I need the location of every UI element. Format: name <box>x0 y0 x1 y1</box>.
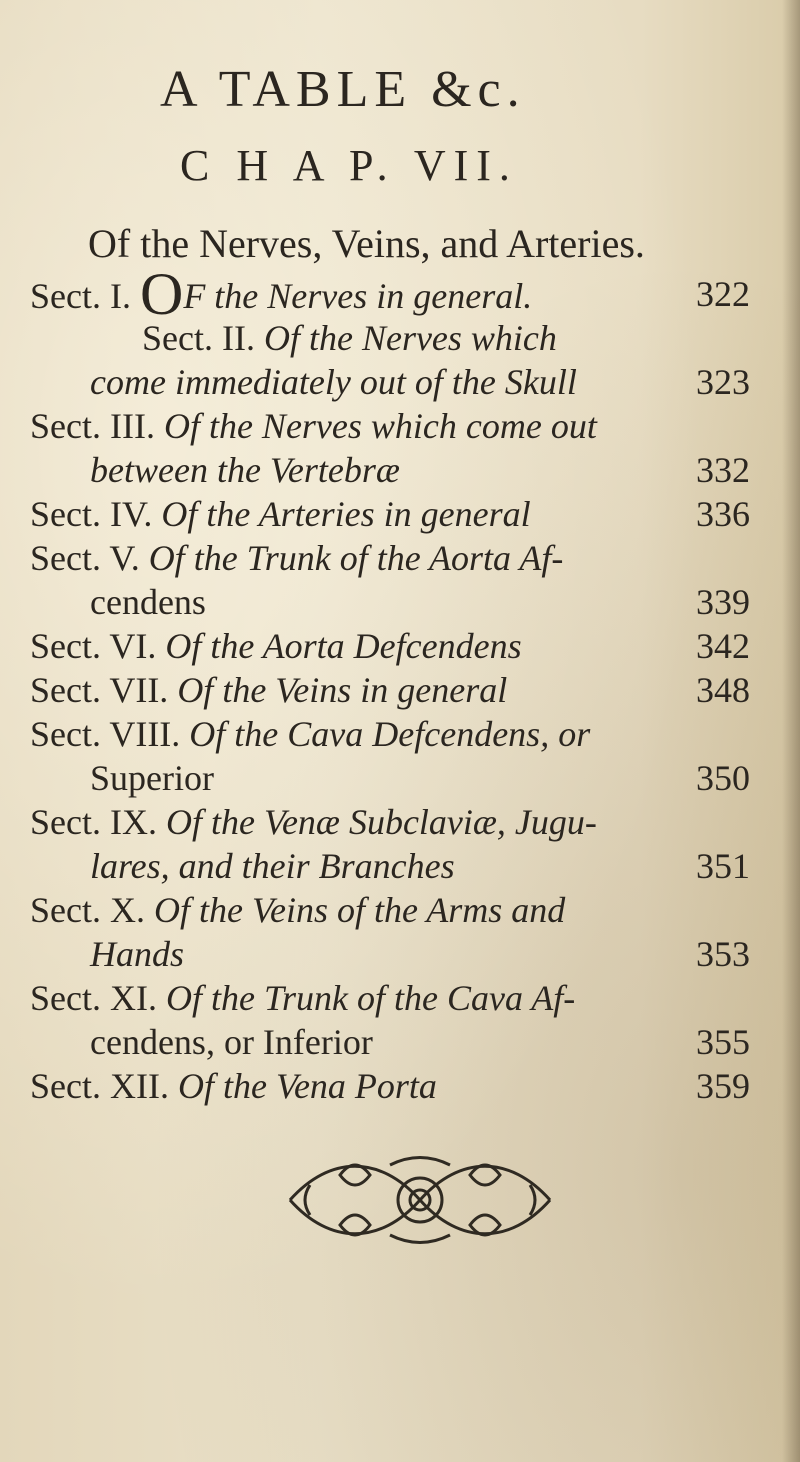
toc-line <box>30 800 790 844</box>
toc-entry[interactable] <box>30 668 790 712</box>
page-number: 342 <box>696 626 750 666</box>
section-number: Sect. VII. <box>30 670 169 710</box>
toc-line <box>30 1020 790 1064</box>
section-title: Of the Venæ Subclaviæ, Jugu- <box>165 802 597 842</box>
page-number: 322 <box>696 274 750 314</box>
page-number: 332 <box>696 450 750 490</box>
toc-line <box>30 932 790 976</box>
page-number: 348 <box>696 670 750 710</box>
section-title: Of the Nerves which <box>263 318 557 358</box>
chapter-subtitle: Of the Nerves, Veins, and Arteries. <box>88 221 645 266</box>
section-number: Sect. VIII. <box>30 714 181 754</box>
section-title-continued: Superior <box>90 758 214 798</box>
section-number: Sect. X. <box>30 890 145 930</box>
floral-tailpiece-icon <box>270 1145 570 1255</box>
toc-line <box>30 536 790 580</box>
toc-entry[interactable] <box>30 316 790 404</box>
section-title-continued: cendens, or Inferior <box>90 1022 373 1062</box>
section-number: Sect. V. <box>30 538 140 578</box>
toc-entry[interactable] <box>30 800 790 888</box>
section-title: Of the Nerves which come out <box>163 406 597 446</box>
toc-line <box>30 712 790 756</box>
toc-entry[interactable] <box>30 976 790 1064</box>
drop-cap: O <box>139 261 184 327</box>
running-title: A TABLE &c. <box>160 61 526 118</box>
toc-entry[interactable] <box>30 888 790 976</box>
toc-line <box>30 580 790 624</box>
toc-line <box>30 448 790 492</box>
section-number: Sect. VI. <box>30 626 157 666</box>
page-number: 351 <box>696 846 750 886</box>
section-title: Of the Arteries in general <box>161 494 531 534</box>
page-number: 350 <box>696 758 750 798</box>
page-number: 336 <box>696 494 750 534</box>
table-of-contents <box>30 261 790 1108</box>
toc-line <box>30 624 790 668</box>
toc-line <box>30 492 790 536</box>
toc-line <box>30 668 790 712</box>
page-number: 355 <box>696 1022 750 1062</box>
section-title-continued: Hands <box>90 934 185 974</box>
section-title-continued: come immediately out of the Skull <box>90 362 577 402</box>
toc-line <box>30 888 790 932</box>
section-number: Sect. III. <box>30 406 155 446</box>
section-title: F the Nerves in general. <box>183 276 533 316</box>
toc-entry[interactable] <box>30 712 790 800</box>
section-number: Sect. XII. <box>30 1066 169 1106</box>
page-number: 339 <box>696 582 750 622</box>
toc-line <box>30 316 790 360</box>
toc-entry[interactable] <box>30 492 790 536</box>
toc-entry[interactable] <box>30 624 790 668</box>
toc-line <box>30 261 790 327</box>
section-number: Sect. IV. <box>30 494 153 534</box>
toc-line <box>30 1064 790 1108</box>
section-number: Sect. XI. <box>30 978 157 1018</box>
toc-line <box>30 844 790 888</box>
section-title: Of the Trunk of the Cava Af- <box>165 978 576 1018</box>
section-number: Sect. IX. <box>30 802 157 842</box>
section-title-continued: cendens <box>90 582 206 622</box>
toc-line <box>30 976 790 1020</box>
section-title-continued: between the Vertebræ <box>90 450 400 490</box>
page-number: 323 <box>696 362 750 402</box>
chapter-heading: C H A P. VII. <box>180 141 518 190</box>
toc-line <box>30 756 790 800</box>
section-title: Of the Cava Defcendens, or <box>189 714 591 754</box>
toc-entry[interactable] <box>30 261 790 327</box>
toc-line <box>30 360 790 404</box>
toc-entry[interactable] <box>30 1064 790 1108</box>
section-title: Of the Aorta Defcendens <box>165 626 522 666</box>
toc-line <box>30 404 790 448</box>
section-title: Of the Vena Porta <box>177 1066 437 1106</box>
section-number: Sect. I. <box>30 276 131 316</box>
page-number: 353 <box>696 934 750 974</box>
toc-entry[interactable] <box>30 404 790 492</box>
toc-entry[interactable] <box>30 536 790 624</box>
page-number: 359 <box>696 1066 750 1106</box>
section-number: Sect. II. <box>142 318 255 358</box>
section-title-continued: lares, and their Branches <box>90 846 455 886</box>
section-title: Of the Veins in general <box>177 670 508 710</box>
section-title: Of the Trunk of the Aorta Af- <box>148 538 564 578</box>
section-title: Of the Veins of the Arms and <box>153 890 566 930</box>
